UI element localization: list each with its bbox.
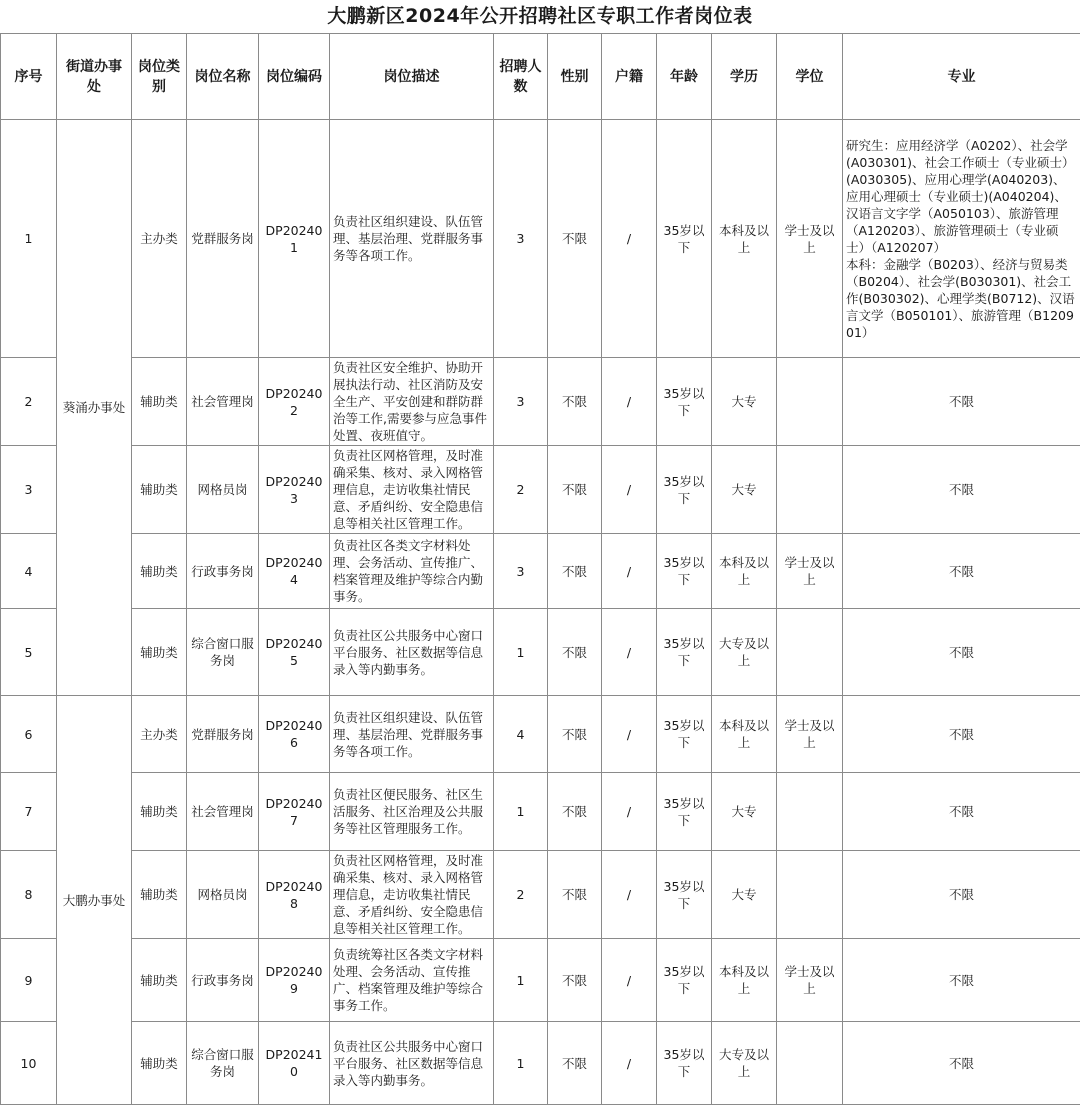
hukou-cell: / (602, 534, 657, 609)
major-cell: 不限 (843, 1022, 1080, 1105)
position-description-cell: 负责社区公共服务中心窗口平台服务、社区数据等信息录入等内勤事务。 (330, 1022, 494, 1105)
hire-count-cell: 1 (494, 773, 548, 851)
position-type-cell: 辅助类 (132, 851, 187, 939)
education-cell: 大专及以上 (712, 609, 777, 696)
position-description-cell: 负责社区安全维护、协助开展执法行动、社区消防及安全生产、平安创建和群防群治等工作,需要参与应急事件处置、夜班值守。 (330, 358, 494, 446)
position-code-cell: DP202410 (259, 1022, 330, 1105)
education-cell: 大专 (712, 851, 777, 939)
row-number-cell: 7 (1, 773, 57, 851)
education-cell: 本科及以上 (712, 939, 777, 1022)
row-number-cell: 9 (1, 939, 57, 1022)
position-name-cell: 社会管理岗 (187, 358, 259, 446)
position-type-cell: 辅助类 (132, 939, 187, 1022)
major-cell: 不限 (843, 773, 1080, 851)
position-code-cell: DP202402 (259, 358, 330, 446)
row-number-cell: 8 (1, 851, 57, 939)
age-cell: 35岁以下 (657, 696, 712, 773)
position-type-cell: 辅助类 (132, 609, 187, 696)
age-cell: 35岁以下 (657, 851, 712, 939)
gender-cell: 不限 (548, 120, 602, 358)
hire-count-cell: 3 (494, 534, 548, 609)
row-number-cell: 3 (1, 446, 57, 534)
table-row (1, 446, 1080, 534)
position-type-cell: 辅助类 (132, 773, 187, 851)
degree-cell: 学士及以上 (777, 120, 843, 358)
header-cell: 岗位描述 (330, 34, 494, 120)
position-name-cell: 社会管理岗 (187, 773, 259, 851)
education-cell: 本科及以上 (712, 696, 777, 773)
gender-cell: 不限 (548, 446, 602, 534)
hukou-cell: / (602, 358, 657, 446)
major-cell: 研究生：应用经济学（A0202）、社会学(A030301)、社会工作硕士（专业硕士）(A030305)、应用心理学(A040203)、应用心理硕士（专业硕士)(A040204)、汉语言文字学（A050103）、旅游管理（A120203）、旅游管理硕士（专业硕士）（A120207） 本科：金融学（B0203）、经济与贸易类（B0204）、社会学(B030301)、社会工作(B030302)、心理学类(B0712)、汉语言文学（B050101）、旅游管理（B120901） (843, 120, 1080, 358)
header-cell: 岗位名称 (187, 34, 259, 120)
hire-count-cell: 3 (494, 120, 548, 358)
hukou-cell: / (602, 696, 657, 773)
position-type-cell: 辅助类 (132, 534, 187, 609)
position-description-cell: 负责统筹社区各类文字材料处理、会务活动、宣传推广、档案管理及维护等综合事务工作。 (330, 939, 494, 1022)
position-code-cell: DP202406 (259, 696, 330, 773)
position-code-cell: DP202405 (259, 609, 330, 696)
age-cell: 35岁以下 (657, 773, 712, 851)
hukou-cell: / (602, 939, 657, 1022)
age-cell: 35岁以下 (657, 1022, 712, 1105)
position-code-cell: DP202404 (259, 534, 330, 609)
table-row (1, 851, 1080, 939)
position-name-cell: 党群服务岗 (187, 696, 259, 773)
header-cell: 街道办事处 (57, 34, 132, 120)
position-type-cell: 主办类 (132, 696, 187, 773)
hire-count-cell: 1 (494, 1022, 548, 1105)
header-cell: 学位 (777, 34, 843, 120)
gender-cell: 不限 (548, 939, 602, 1022)
header-cell: 学历 (712, 34, 777, 120)
degree-cell (777, 446, 843, 534)
education-cell: 大专 (712, 773, 777, 851)
header-cell: 专业 (843, 34, 1080, 120)
district-cell: 大鹏办事处 (57, 696, 132, 1105)
age-cell: 35岁以下 (657, 534, 712, 609)
hukou-cell: / (602, 1022, 657, 1105)
position-description-cell: 负责社区网格管理，及时准确采集、核对、录入网格管理信息，走访收集社情民意、矛盾纠纷、安全隐患信息等相关社区管理工作。 (330, 446, 494, 534)
hire-count-cell: 1 (494, 939, 548, 1022)
hukou-cell: / (602, 851, 657, 939)
header-cell: 户籍 (602, 34, 657, 120)
hukou-cell: / (602, 120, 657, 358)
position-type-cell: 主办类 (132, 120, 187, 358)
position-description-cell: 负责社区网格管理，及时准确采集、核对、录入网格管理信息，走访收集社情民意、矛盾纠纷、安全隐患信息等相关社区管理工作。 (330, 851, 494, 939)
hire-count-cell: 2 (494, 446, 548, 534)
table-row (1, 939, 1080, 1022)
position-type-cell: 辅助类 (132, 1022, 187, 1105)
gender-cell: 不限 (548, 609, 602, 696)
education-cell: 大专 (712, 358, 777, 446)
row-number-cell: 5 (1, 609, 57, 696)
table-row (1, 609, 1080, 696)
education-cell: 大专 (712, 446, 777, 534)
degree-cell (777, 609, 843, 696)
header-cell: 序号 (1, 34, 57, 120)
age-cell: 35岁以下 (657, 446, 712, 534)
hukou-cell: / (602, 446, 657, 534)
gender-cell: 不限 (548, 773, 602, 851)
degree-cell (777, 1022, 843, 1105)
gender-cell: 不限 (548, 696, 602, 773)
major-cell: 不限 (843, 534, 1080, 609)
position-type-cell: 辅助类 (132, 358, 187, 446)
hire-count-cell: 3 (494, 358, 548, 446)
table-header-row (1, 34, 1080, 120)
gender-cell: 不限 (548, 534, 602, 609)
position-name-cell: 行政事务岗 (187, 534, 259, 609)
degree-cell: 学士及以上 (777, 939, 843, 1022)
header-cell: 性别 (548, 34, 602, 120)
positions-table (0, 33, 1080, 1105)
table-row (1, 773, 1080, 851)
position-name-cell: 网格员岗 (187, 851, 259, 939)
header-cell: 岗位编码 (259, 34, 330, 120)
position-code-cell: DP202408 (259, 851, 330, 939)
degree-cell (777, 358, 843, 446)
row-number-cell: 4 (1, 534, 57, 609)
position-name-cell: 党群服务岗 (187, 120, 259, 358)
age-cell: 35岁以下 (657, 939, 712, 1022)
hire-count-cell: 4 (494, 696, 548, 773)
position-name-cell: 行政事务岗 (187, 939, 259, 1022)
row-number-cell: 2 (1, 358, 57, 446)
degree-cell: 学士及以上 (777, 534, 843, 609)
hukou-cell: / (602, 609, 657, 696)
position-description-cell: 负责社区组织建设、队伍管理、基层治理、党群服务事务等各项工作。 (330, 120, 494, 358)
position-code-cell: DP202403 (259, 446, 330, 534)
header-cell: 招聘人数 (494, 34, 548, 120)
row-number-cell: 1 (1, 120, 57, 358)
hukou-cell: / (602, 773, 657, 851)
table-row (1, 696, 1080, 773)
row-number-cell: 10 (1, 1022, 57, 1105)
position-type-cell: 辅助类 (132, 446, 187, 534)
gender-cell: 不限 (548, 358, 602, 446)
age-cell: 35岁以下 (657, 609, 712, 696)
position-code-cell: DP202407 (259, 773, 330, 851)
position-description-cell: 负责社区便民服务、社区生活服务、社区治理及公共服务等社区管理服务工作。 (330, 773, 494, 851)
position-code-cell: DP202409 (259, 939, 330, 1022)
hire-count-cell: 1 (494, 609, 548, 696)
major-cell: 不限 (843, 939, 1080, 1022)
table-row (1, 1022, 1080, 1105)
header-cell: 岗位类别 (132, 34, 187, 120)
position-name-cell: 综合窗口服务岗 (187, 1022, 259, 1105)
major-cell: 不限 (843, 609, 1080, 696)
position-name-cell: 综合窗口服务岗 (187, 609, 259, 696)
education-cell: 本科及以上 (712, 120, 777, 358)
gender-cell: 不限 (548, 1022, 602, 1105)
table-row (1, 120, 1080, 358)
position-code-cell: DP202401 (259, 120, 330, 358)
education-cell: 本科及以上 (712, 534, 777, 609)
header-cell: 年龄 (657, 34, 712, 120)
education-cell: 大专及以上 (712, 1022, 777, 1105)
degree-cell (777, 773, 843, 851)
degree-cell: 学士及以上 (777, 696, 843, 773)
page-title: 大鹏新区2024年公开招聘社区专职工作者岗位表 (327, 5, 753, 27)
age-cell: 35岁以下 (657, 358, 712, 446)
major-cell: 不限 (843, 446, 1080, 534)
position-name-cell: 网格员岗 (187, 446, 259, 534)
degree-cell (777, 851, 843, 939)
row-number-cell: 6 (1, 696, 57, 773)
gender-cell: 不限 (548, 851, 602, 939)
hire-count-cell: 2 (494, 851, 548, 939)
table-row (1, 534, 1080, 609)
position-description-cell: 负责社区公共服务中心窗口平台服务、社区数据等信息录入等内勤事务。 (330, 609, 494, 696)
age-cell: 35岁以下 (657, 120, 712, 358)
major-cell: 不限 (843, 696, 1080, 773)
position-description-cell: 负责社区各类文字材料处理、会务活动、宣传推广、档案管理及维护等综合内勤事务。 (330, 534, 494, 609)
major-cell: 不限 (843, 851, 1080, 939)
position-description-cell: 负责社区组织建设、队伍管理、基层治理、党群服务事务等各项工作。 (330, 696, 494, 773)
table-row (1, 358, 1080, 446)
major-cell: 不限 (843, 358, 1080, 446)
district-cell: 葵涌办事处 (57, 120, 132, 696)
table-body (1, 120, 1080, 1105)
